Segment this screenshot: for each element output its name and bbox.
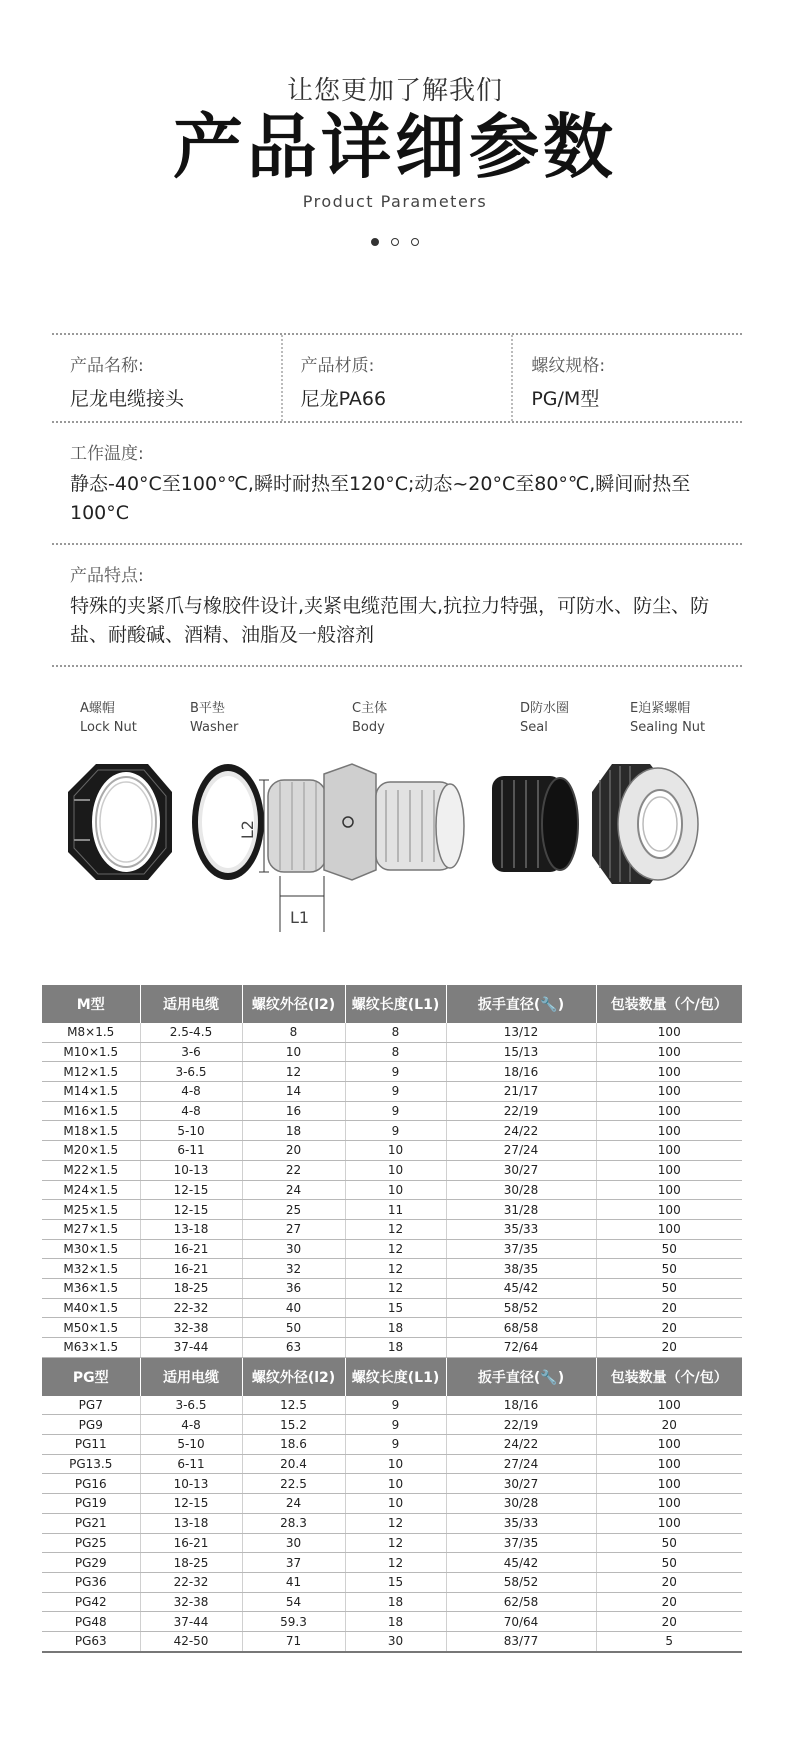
table-cell: M22×1.5 bbox=[42, 1160, 140, 1180]
header-english-title: Product Parameters bbox=[302, 192, 488, 211]
table-cell: M30×1.5 bbox=[42, 1239, 140, 1259]
table-cell: 63 bbox=[242, 1338, 345, 1358]
table-cell: 18 bbox=[242, 1121, 345, 1141]
table-cell: 10 bbox=[242, 1042, 345, 1062]
table-cell: 6-11 bbox=[140, 1141, 242, 1161]
table-row bbox=[42, 1553, 742, 1573]
table-row bbox=[42, 1160, 742, 1180]
param-value: 特殊的夹紧爪与橡胶件设计,夹紧电缆范围大,抗拉力特强，可防水、防尘、防盐、耐酸碱、酒精、油脂及一般溶剂 bbox=[70, 594, 710, 647]
table-cell: PG25 bbox=[42, 1533, 140, 1553]
param-label: 产品名称: bbox=[70, 356, 144, 376]
table-cell: 42-50 bbox=[140, 1631, 242, 1651]
parts-diagram bbox=[40, 700, 750, 940]
table-cell: 27/24 bbox=[446, 1141, 596, 1161]
table-cell: 13-18 bbox=[140, 1219, 242, 1239]
table-cell: 20 bbox=[596, 1592, 742, 1612]
page-title: 产品详细参数 bbox=[173, 106, 617, 188]
table-row bbox=[42, 1592, 742, 1612]
param-row-basic bbox=[52, 335, 742, 421]
param-value: PG/M型 bbox=[531, 388, 600, 410]
table-cell: 18 bbox=[345, 1612, 446, 1632]
table-cell: 12 bbox=[242, 1062, 345, 1082]
table-header-cell: 包装数量（个/包） bbox=[596, 985, 742, 1023]
parameter-section bbox=[52, 333, 742, 667]
table-cell: 20 bbox=[596, 1612, 742, 1632]
table-cell: 59.3 bbox=[242, 1612, 345, 1632]
table-row bbox=[42, 1631, 742, 1651]
table-row bbox=[42, 1474, 742, 1494]
dot bbox=[391, 238, 399, 246]
table-cell: 9 bbox=[345, 1415, 446, 1435]
table-cell: 35/33 bbox=[446, 1219, 596, 1239]
table-cell: 25 bbox=[242, 1200, 345, 1220]
table-cell: 45/42 bbox=[446, 1278, 596, 1298]
table-cell: M36×1.5 bbox=[42, 1278, 140, 1298]
lock-nut-icon bbox=[68, 764, 172, 880]
dot bbox=[411, 238, 419, 246]
table-cell: 12 bbox=[345, 1513, 446, 1533]
table-cell: M32×1.5 bbox=[42, 1259, 140, 1279]
table-header-cell: M型 bbox=[42, 985, 140, 1023]
table-cell: 70/64 bbox=[446, 1612, 596, 1632]
dim-label-l1: L1 bbox=[290, 908, 310, 927]
table-cell: M50×1.5 bbox=[42, 1318, 140, 1338]
table-cell: 37-44 bbox=[140, 1612, 242, 1632]
table-cell: M10×1.5 bbox=[42, 1042, 140, 1062]
table-row bbox=[42, 1180, 742, 1200]
table-cell: M24×1.5 bbox=[42, 1180, 140, 1200]
table-cell: 35/33 bbox=[446, 1513, 596, 1533]
table-row bbox=[42, 1513, 742, 1533]
table-row bbox=[42, 1141, 742, 1161]
dim-label-l2: L2 bbox=[237, 820, 257, 840]
table-cell: 20.4 bbox=[242, 1454, 345, 1474]
table-cell: 30/28 bbox=[446, 1494, 596, 1514]
pg-table-header bbox=[42, 1358, 742, 1396]
table-cell: M63×1.5 bbox=[42, 1338, 140, 1358]
table-cell: 32-38 bbox=[140, 1592, 242, 1612]
table-row bbox=[42, 1023, 742, 1042]
param-value: 尼龙PA66 bbox=[300, 388, 387, 410]
table-cell: 18 bbox=[345, 1318, 446, 1338]
table-cell: 100 bbox=[596, 1101, 742, 1121]
table-cell: 12 bbox=[345, 1278, 446, 1298]
table-cell: 50 bbox=[596, 1533, 742, 1553]
table-cell: 50 bbox=[596, 1553, 742, 1573]
part-e-en: Sealing Nut bbox=[630, 719, 706, 735]
table-cell: 4-8 bbox=[140, 1415, 242, 1435]
param-label: 工作温度: bbox=[70, 444, 144, 464]
table-cell: 100 bbox=[596, 1474, 742, 1494]
carousel-dots bbox=[0, 238, 790, 246]
table-cell: 72/64 bbox=[446, 1338, 596, 1358]
table-cell: 11 bbox=[345, 1200, 446, 1220]
table-row bbox=[42, 1415, 742, 1435]
table-cell: 15.2 bbox=[242, 1415, 345, 1435]
sealing-nut-icon bbox=[592, 764, 698, 884]
table-cell: 22-32 bbox=[140, 1572, 242, 1592]
table-cell: 24/22 bbox=[446, 1435, 596, 1455]
table-cell: 10 bbox=[345, 1180, 446, 1200]
table-header-cell: 螺纹外径(l2) bbox=[242, 985, 345, 1023]
table-cell: 40 bbox=[242, 1298, 345, 1318]
table-cell: PG63 bbox=[42, 1631, 140, 1651]
table-cell: M16×1.5 bbox=[42, 1101, 140, 1121]
param-value: 静态-40°C至100°℃,瞬时耐热至120°C;动态~20°C至80°℃,瞬间耐热至100°C bbox=[70, 473, 691, 525]
parts-drawing bbox=[40, 700, 750, 940]
table-row bbox=[42, 1494, 742, 1514]
table-cell: 15/13 bbox=[446, 1042, 596, 1062]
table-cell: 24 bbox=[242, 1180, 345, 1200]
m-table-body bbox=[42, 1023, 742, 1357]
table-header-cell: 扳手直径(🔧) bbox=[446, 985, 596, 1023]
table-cell: 41 bbox=[242, 1572, 345, 1592]
table-cell: 5 bbox=[596, 1631, 742, 1651]
table-cell: 13/12 bbox=[446, 1023, 596, 1042]
table-cell: M14×1.5 bbox=[42, 1082, 140, 1102]
table-cell: 27/24 bbox=[446, 1454, 596, 1474]
table-cell: 100 bbox=[596, 1513, 742, 1533]
part-b-en: Washer bbox=[190, 719, 239, 735]
param-product-features bbox=[52, 545, 742, 665]
table-cell: 12 bbox=[345, 1219, 446, 1239]
table-row bbox=[42, 1298, 742, 1318]
table-cell: PG16 bbox=[42, 1474, 140, 1494]
table-row bbox=[42, 1435, 742, 1455]
table-row bbox=[42, 1533, 742, 1553]
table-cell: 8 bbox=[242, 1023, 345, 1042]
table-cell: 9 bbox=[345, 1101, 446, 1121]
table-cell: 37/35 bbox=[446, 1239, 596, 1259]
table-row bbox=[42, 1121, 742, 1141]
table-cell: 38/35 bbox=[446, 1259, 596, 1279]
table-cell: 22/19 bbox=[446, 1415, 596, 1435]
table-cell: M8×1.5 bbox=[42, 1023, 140, 1042]
table-cell: 30/27 bbox=[446, 1160, 596, 1180]
part-a-en: Lock Nut bbox=[80, 719, 137, 735]
table-cell: 22/19 bbox=[446, 1101, 596, 1121]
table-cell: 20 bbox=[596, 1415, 742, 1435]
table-row bbox=[42, 1239, 742, 1259]
table-cell: 50 bbox=[596, 1278, 742, 1298]
table-cell: M20×1.5 bbox=[42, 1141, 140, 1161]
table-cell: 12.5 bbox=[242, 1396, 345, 1415]
table-cell: 16 bbox=[242, 1101, 345, 1121]
table-cell: 13-18 bbox=[140, 1513, 242, 1533]
table-header-cell: 适用电缆 bbox=[140, 1358, 242, 1396]
table-cell: 12-15 bbox=[140, 1200, 242, 1220]
pg-table-body bbox=[42, 1396, 742, 1652]
param-product-name bbox=[52, 335, 281, 421]
table-cell: PG42 bbox=[42, 1592, 140, 1612]
table-cell: 100 bbox=[596, 1141, 742, 1161]
table-cell: 100 bbox=[596, 1023, 742, 1042]
table-cell: 24 bbox=[242, 1494, 345, 1514]
table-row bbox=[42, 1338, 742, 1358]
table-cell: 30 bbox=[242, 1533, 345, 1553]
table-row bbox=[42, 1454, 742, 1474]
table-cell: 100 bbox=[596, 1454, 742, 1474]
table-cell: M27×1.5 bbox=[42, 1219, 140, 1239]
part-e-cn: E迫紧螺帽 bbox=[630, 701, 691, 716]
table-cell: 37/35 bbox=[446, 1533, 596, 1553]
table-row bbox=[42, 1396, 742, 1415]
table-cell: 4-8 bbox=[140, 1101, 242, 1121]
table-cell: 8 bbox=[345, 1042, 446, 1062]
table-row bbox=[42, 1259, 742, 1279]
table-row bbox=[42, 1042, 742, 1062]
table-cell: 68/58 bbox=[446, 1318, 596, 1338]
table-cell: PG13.5 bbox=[42, 1454, 140, 1474]
table-cell: 3-6.5 bbox=[140, 1062, 242, 1082]
param-material bbox=[281, 335, 512, 421]
table-cell: 22 bbox=[242, 1160, 345, 1180]
table-cell: 8 bbox=[345, 1023, 446, 1042]
table-header-cell: 螺纹长度(L1) bbox=[345, 985, 446, 1023]
pg-spec-table bbox=[42, 1358, 742, 1653]
part-c-en: Body bbox=[352, 719, 385, 735]
table-cell: 58/52 bbox=[446, 1572, 596, 1592]
table-cell: 71 bbox=[242, 1631, 345, 1651]
table-cell: 100 bbox=[596, 1042, 742, 1062]
table-cell: 10 bbox=[345, 1454, 446, 1474]
table-header-cell: 包装数量（个/包） bbox=[596, 1358, 742, 1396]
table-cell: 30/27 bbox=[446, 1474, 596, 1494]
table-cell: 22-32 bbox=[140, 1298, 242, 1318]
table-cell: 9 bbox=[345, 1396, 446, 1415]
table-row bbox=[42, 1082, 742, 1102]
table-cell: 10 bbox=[345, 1141, 446, 1161]
part-c-cn: C主体 bbox=[352, 701, 388, 716]
part-d-en: Seal bbox=[520, 719, 548, 735]
table-cell: 100 bbox=[596, 1200, 742, 1220]
table-cell: 9 bbox=[345, 1435, 446, 1455]
table-cell: 30 bbox=[345, 1631, 446, 1651]
table-cell: 12 bbox=[345, 1239, 446, 1259]
table-row bbox=[42, 1612, 742, 1632]
table-cell: 20 bbox=[596, 1298, 742, 1318]
table-cell: 9 bbox=[345, 1082, 446, 1102]
table-cell: PG11 bbox=[42, 1435, 140, 1455]
table-row bbox=[42, 1200, 742, 1220]
page-header bbox=[0, 70, 790, 211]
table-row bbox=[42, 1062, 742, 1082]
spec-tables bbox=[42, 985, 742, 1653]
table-cell: 20 bbox=[596, 1318, 742, 1338]
table-cell: 32 bbox=[242, 1259, 345, 1279]
table-cell: 24/22 bbox=[446, 1121, 596, 1141]
table-cell: 12 bbox=[345, 1259, 446, 1279]
table-cell: 4-8 bbox=[140, 1082, 242, 1102]
table-cell: 32-38 bbox=[140, 1318, 242, 1338]
table-cell: 58/52 bbox=[446, 1298, 596, 1318]
table-cell: 36 bbox=[242, 1278, 345, 1298]
table-row bbox=[42, 1219, 742, 1239]
table-cell: 21/17 bbox=[446, 1082, 596, 1102]
table-cell: PG48 bbox=[42, 1612, 140, 1632]
param-label: 产品特点: bbox=[70, 565, 144, 586]
header-subtitle: 让您更加了解我们 bbox=[286, 76, 503, 106]
part-a-cn: A螺帽 bbox=[80, 701, 115, 716]
param-label: 产品材质: bbox=[300, 356, 375, 376]
table-cell: 10 bbox=[345, 1494, 446, 1514]
table-cell: 3-6.5 bbox=[140, 1396, 242, 1415]
table-cell: 100 bbox=[596, 1396, 742, 1415]
param-thread-spec bbox=[511, 335, 742, 421]
table-cell: M25×1.5 bbox=[42, 1200, 140, 1220]
table-cell: 62/58 bbox=[446, 1592, 596, 1612]
table-cell: 16-21 bbox=[140, 1533, 242, 1553]
table-cell: 12 bbox=[345, 1553, 446, 1573]
table-cell: 22.5 bbox=[242, 1474, 345, 1494]
table-cell: PG7 bbox=[42, 1396, 140, 1415]
table-cell: 6-11 bbox=[140, 1454, 242, 1474]
table-cell: 10-13 bbox=[140, 1160, 242, 1180]
table-cell: 5-10 bbox=[140, 1121, 242, 1141]
table-cell: 100 bbox=[596, 1435, 742, 1455]
table-cell: 45/42 bbox=[446, 1553, 596, 1573]
table-cell: M18×1.5 bbox=[42, 1121, 140, 1141]
table-cell: PG19 bbox=[42, 1494, 140, 1514]
table-cell: 20 bbox=[596, 1572, 742, 1592]
table-cell: 10-13 bbox=[140, 1474, 242, 1494]
table-cell: 16-21 bbox=[140, 1239, 242, 1259]
table-cell: 14 bbox=[242, 1082, 345, 1102]
table-cell: 15 bbox=[345, 1572, 446, 1592]
table-cell: 18-25 bbox=[140, 1278, 242, 1298]
table-cell: 37 bbox=[242, 1553, 345, 1573]
table-cell: 18 bbox=[345, 1592, 446, 1612]
table-cell: 12 bbox=[345, 1533, 446, 1553]
seal-icon bbox=[492, 776, 578, 872]
table-cell: 37-44 bbox=[140, 1338, 242, 1358]
table-cell: 100 bbox=[596, 1219, 742, 1239]
table-cell: 100 bbox=[596, 1062, 742, 1082]
table-cell: 16-21 bbox=[140, 1259, 242, 1279]
table-header-cell: 螺纹长度(L1) bbox=[345, 1358, 446, 1396]
table-cell: PG36 bbox=[42, 1572, 140, 1592]
table-cell: 28.3 bbox=[242, 1513, 345, 1533]
part-b-cn: B平垫 bbox=[190, 701, 225, 716]
table-cell: 50 bbox=[596, 1259, 742, 1279]
table-cell: PG9 bbox=[42, 1415, 140, 1435]
table-cell: 10 bbox=[345, 1474, 446, 1494]
table-row bbox=[42, 1572, 742, 1592]
table-header-cell: 扳手直径(🔧) bbox=[446, 1358, 596, 1396]
table-cell: M12×1.5 bbox=[42, 1062, 140, 1082]
m-spec-table bbox=[42, 985, 742, 1358]
table-cell: 31/28 bbox=[446, 1200, 596, 1220]
table-row bbox=[42, 1318, 742, 1338]
table-cell: 100 bbox=[596, 1180, 742, 1200]
param-value: 尼龙电缆接头 bbox=[70, 388, 185, 410]
table-cell: 9 bbox=[345, 1121, 446, 1141]
table-cell: PG29 bbox=[42, 1553, 140, 1573]
table-row bbox=[42, 1101, 742, 1121]
table-header-cell: 适用电缆 bbox=[140, 985, 242, 1023]
table-header-cell: PG型 bbox=[42, 1358, 140, 1396]
table-cell: 50 bbox=[596, 1239, 742, 1259]
table-cell: 30/28 bbox=[446, 1180, 596, 1200]
table-cell: 54 bbox=[242, 1592, 345, 1612]
table-cell: 2.5-4.5 bbox=[140, 1023, 242, 1042]
part-d-cn: D防水圈 bbox=[520, 701, 570, 716]
table-cell: 18.6 bbox=[242, 1435, 345, 1455]
param-working-temperature bbox=[52, 423, 742, 543]
table-cell: 18/16 bbox=[446, 1396, 596, 1415]
table-cell: 100 bbox=[596, 1082, 742, 1102]
table-cell: 10 bbox=[345, 1160, 446, 1180]
table-cell: 20 bbox=[596, 1338, 742, 1358]
table-cell: 18 bbox=[345, 1338, 446, 1358]
table-cell: 18/16 bbox=[446, 1062, 596, 1082]
dotted-divider bbox=[52, 665, 742, 667]
table-cell: 100 bbox=[596, 1494, 742, 1514]
table-cell: 27 bbox=[242, 1219, 345, 1239]
table-cell: 9 bbox=[345, 1062, 446, 1082]
table-cell: 83/77 bbox=[446, 1631, 596, 1651]
table-cell: 5-10 bbox=[140, 1435, 242, 1455]
table-cell: 20 bbox=[242, 1141, 345, 1161]
table-cell: 12-15 bbox=[140, 1180, 242, 1200]
param-label: 螺纹规格: bbox=[531, 356, 606, 376]
table-header-cell: 螺纹外径(l2) bbox=[242, 1358, 345, 1396]
table-cell: 12-15 bbox=[140, 1494, 242, 1514]
table-cell: 30 bbox=[242, 1239, 345, 1259]
table-cell: 15 bbox=[345, 1298, 446, 1318]
m-table-header bbox=[42, 985, 742, 1023]
table-cell: 3-6 bbox=[140, 1042, 242, 1062]
dot-active bbox=[371, 238, 379, 246]
table-cell: 18-25 bbox=[140, 1553, 242, 1573]
table-cell: M40×1.5 bbox=[42, 1298, 140, 1318]
table-cell: 100 bbox=[596, 1121, 742, 1141]
table-cell: PG21 bbox=[42, 1513, 140, 1533]
table-cell: 100 bbox=[596, 1160, 742, 1180]
table-row bbox=[42, 1278, 742, 1298]
table-cell: 50 bbox=[242, 1318, 345, 1338]
